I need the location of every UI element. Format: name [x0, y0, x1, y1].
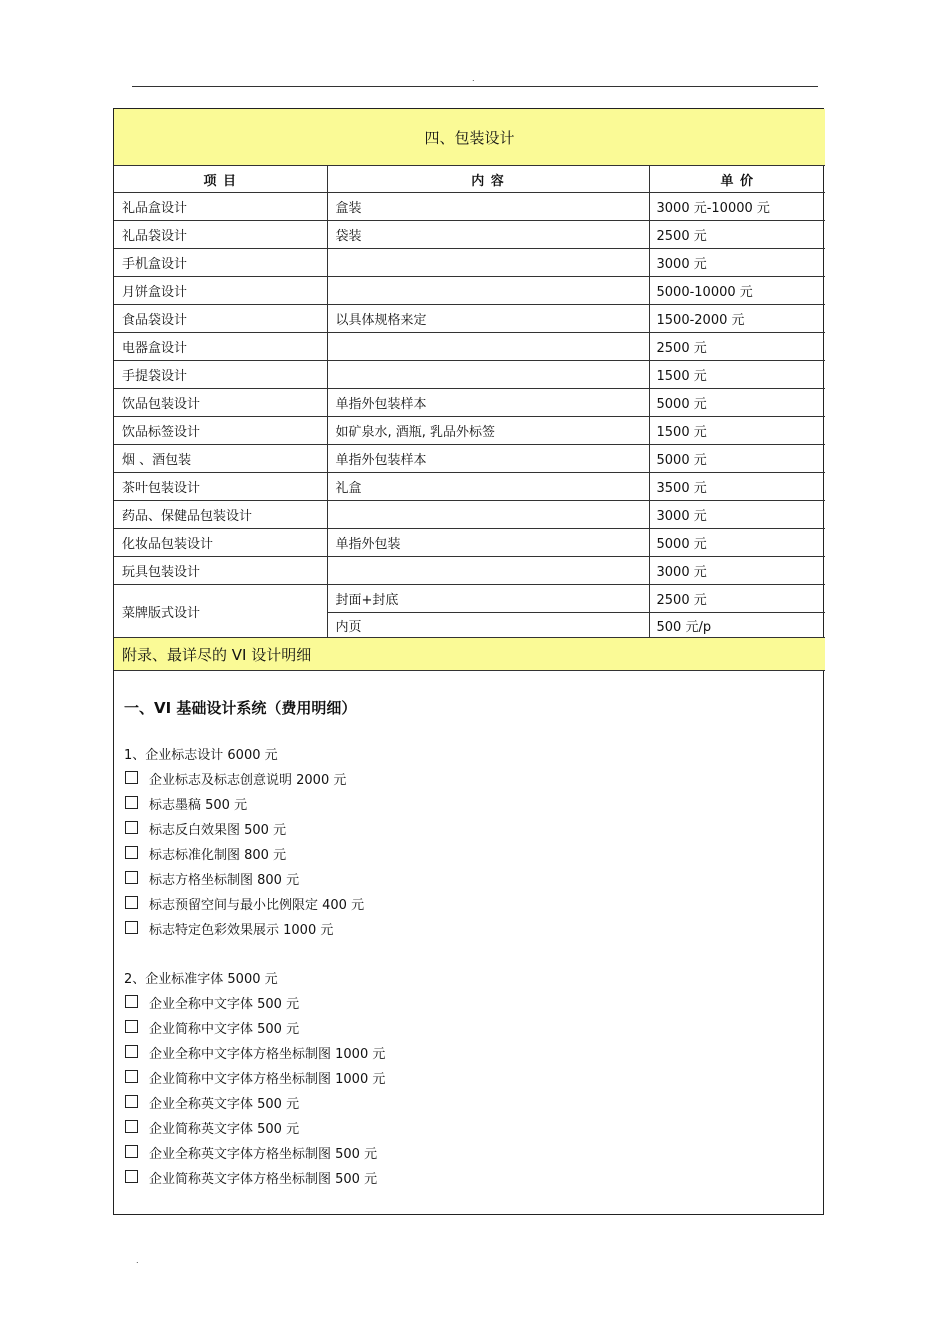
checkbox[interactable] — [125, 771, 138, 784]
table-row — [114, 221, 825, 249]
cell-content: 封面+封底 — [327, 585, 649, 613]
table-row — [114, 249, 825, 277]
item-label: 企业全称中文字体 500 元 — [149, 997, 300, 1012]
cell-price: 3500 元 — [649, 473, 825, 501]
cell-item: 食品袋设计 — [114, 305, 327, 333]
checkbox[interactable] — [125, 921, 138, 934]
list-item — [124, 818, 813, 843]
list-item — [124, 843, 813, 868]
checkbox[interactable] — [125, 1170, 138, 1183]
list-item — [124, 868, 813, 893]
table-row — [114, 445, 825, 473]
cell-price: 5000-10000 元 — [649, 277, 825, 305]
vi-details — [114, 697, 823, 1214]
cell-item: 手机盒设计 — [114, 249, 327, 277]
cell-content: 盒装 — [327, 193, 649, 221]
cell-item: 药品、保健品包装设计 — [114, 501, 327, 529]
item-label: 标志标准化制图 800 元 — [149, 848, 287, 863]
list-item — [124, 1092, 813, 1117]
cell-content: 单指外包装 — [327, 529, 649, 557]
list-item — [124, 1017, 813, 1042]
table-row — [114, 389, 825, 417]
cell-price: 3000 元-10000 元 — [649, 193, 825, 221]
item-label: 企业标志及标志创意说明 2000 元 — [149, 773, 347, 788]
checkbox[interactable] — [125, 871, 138, 884]
cell-item: 玩具包装设计 — [114, 557, 327, 585]
packaging-pricing-table — [114, 109, 825, 671]
item-label: 标志反白效果图 500 元 — [149, 823, 287, 838]
cell-item: 饮品包装设计 — [114, 389, 327, 417]
item-label: 企业简称中文字体 500 元 — [149, 1022, 300, 1037]
header-rule — [132, 86, 818, 87]
table-row — [114, 333, 825, 361]
table-title: 四、包装设计 — [114, 109, 825, 166]
checkbox[interactable] — [125, 1095, 138, 1108]
cell-price: 1500-2000 元 — [649, 305, 825, 333]
cell-item: 化妆品包装设计 — [114, 529, 327, 557]
cell-item: 茶叶包装设计 — [114, 473, 327, 501]
list-item — [124, 893, 813, 918]
table-row — [114, 557, 825, 585]
checkbox[interactable] — [125, 1145, 138, 1158]
checkbox[interactable] — [125, 995, 138, 1008]
footer-mark: . — [136, 1256, 139, 1265]
vi-heading: 一、VI 基础设计系统（费用明细） — [124, 699, 357, 717]
cell-item: 烟 、酒包装 — [114, 445, 327, 473]
cell-content: 单指外包装样本 — [327, 389, 649, 417]
cell-content: 以具体规格来定 — [327, 305, 649, 333]
cell-content — [327, 333, 649, 361]
vi-group-typeface — [124, 967, 813, 1192]
cell-price: 5000 元 — [649, 445, 825, 473]
item-label: 企业简称英文字体 500 元 — [149, 1122, 300, 1137]
header-mark: . — [472, 74, 475, 83]
checkbox[interactable] — [125, 1120, 138, 1133]
price-sheet — [113, 108, 824, 1215]
appendix-title: 附录、最详尽的 VI 设计明细 — [114, 638, 825, 671]
table-row — [114, 529, 825, 557]
list-item — [124, 918, 813, 943]
cell-item: 礼品盒设计 — [114, 193, 327, 221]
cell-content — [327, 501, 649, 529]
cell-price: 5000 元 — [649, 389, 825, 417]
table-row — [114, 501, 825, 529]
column-header-item: 项 目 — [114, 166, 327, 193]
list-item — [124, 992, 813, 1017]
vi-group-logo — [124, 743, 813, 943]
cell-content: 礼盒 — [327, 473, 649, 501]
cell-content: 内页 — [327, 613, 649, 638]
item-label: 标志墨稿 500 元 — [149, 798, 248, 813]
cell-content — [327, 361, 649, 389]
cell-price: 1500 元 — [649, 417, 825, 445]
checkbox[interactable] — [125, 796, 138, 809]
cell-item: 月饼盒设计 — [114, 277, 327, 305]
cell-price: 1500 元 — [649, 361, 825, 389]
item-label: 标志方格坐标制图 800 元 — [149, 873, 300, 888]
group-title: 1、企业标志设计 6000 元 — [124, 748, 278, 763]
list-item — [124, 1117, 813, 1142]
table-row — [114, 277, 825, 305]
item-label: 标志特定色彩效果展示 1000 元 — [149, 923, 334, 938]
list-item — [124, 1142, 813, 1167]
group-title: 2、企业标准字体 5000 元 — [124, 972, 278, 987]
column-header-price: 单 价 — [649, 166, 825, 193]
table-row-menu — [114, 585, 825, 613]
table-title-row — [114, 109, 825, 166]
table-row — [114, 417, 825, 445]
checkbox[interactable] — [125, 1070, 138, 1083]
item-label: 企业全称中文字体方格坐标制图 1000 元 — [149, 1047, 386, 1062]
item-label: 标志预留空间与最小比例限定 400 元 — [149, 898, 365, 913]
cell-item: 饮品标签设计 — [114, 417, 327, 445]
table-row — [114, 473, 825, 501]
appendix-title-row — [114, 638, 825, 671]
table-row — [114, 193, 825, 221]
cell-item: 电器盒设计 — [114, 333, 327, 361]
cell-content — [327, 277, 649, 305]
checkbox[interactable] — [125, 821, 138, 834]
cell-price: 2500 元 — [649, 585, 825, 613]
cell-price: 3000 元 — [649, 557, 825, 585]
list-item — [124, 1067, 813, 1092]
cell-content: 单指外包装样本 — [327, 445, 649, 473]
cell-item: 礼品袋设计 — [114, 221, 327, 249]
cell-price: 5000 元 — [649, 529, 825, 557]
table-header-row — [114, 166, 825, 193]
checkbox[interactable] — [125, 1045, 138, 1058]
cell-content: 袋装 — [327, 221, 649, 249]
cell-content: 如矿泉水, 酒瓶, 乳品外标签 — [327, 417, 649, 445]
column-header-content: 内 容 — [327, 166, 649, 193]
cell-content — [327, 249, 649, 277]
cell-content — [327, 557, 649, 585]
list-item — [124, 793, 813, 818]
cell-price: 500 元/p — [649, 613, 825, 638]
checkbox[interactable] — [125, 1020, 138, 1033]
list-item — [124, 1167, 813, 1192]
checkbox[interactable] — [125, 896, 138, 909]
list-item — [124, 1042, 813, 1067]
table-row — [114, 361, 825, 389]
cell-price: 3000 元 — [649, 501, 825, 529]
item-label: 企业全称英文字体 500 元 — [149, 1097, 300, 1112]
item-label: 企业简称英文字体方格坐标制图 500 元 — [149, 1172, 378, 1187]
table-row — [114, 305, 825, 333]
cell-price: 2500 元 — [649, 333, 825, 361]
item-label: 企业全称英文字体方格坐标制图 500 元 — [149, 1147, 378, 1162]
cell-price: 2500 元 — [649, 221, 825, 249]
cell-item: 菜牌版式设计 — [114, 585, 327, 638]
cell-item: 手提袋设计 — [114, 361, 327, 389]
checkbox[interactable] — [125, 846, 138, 859]
list-item — [124, 768, 813, 793]
cell-price: 3000 元 — [649, 249, 825, 277]
item-label: 企业简称中文字体方格坐标制图 1000 元 — [149, 1072, 386, 1087]
